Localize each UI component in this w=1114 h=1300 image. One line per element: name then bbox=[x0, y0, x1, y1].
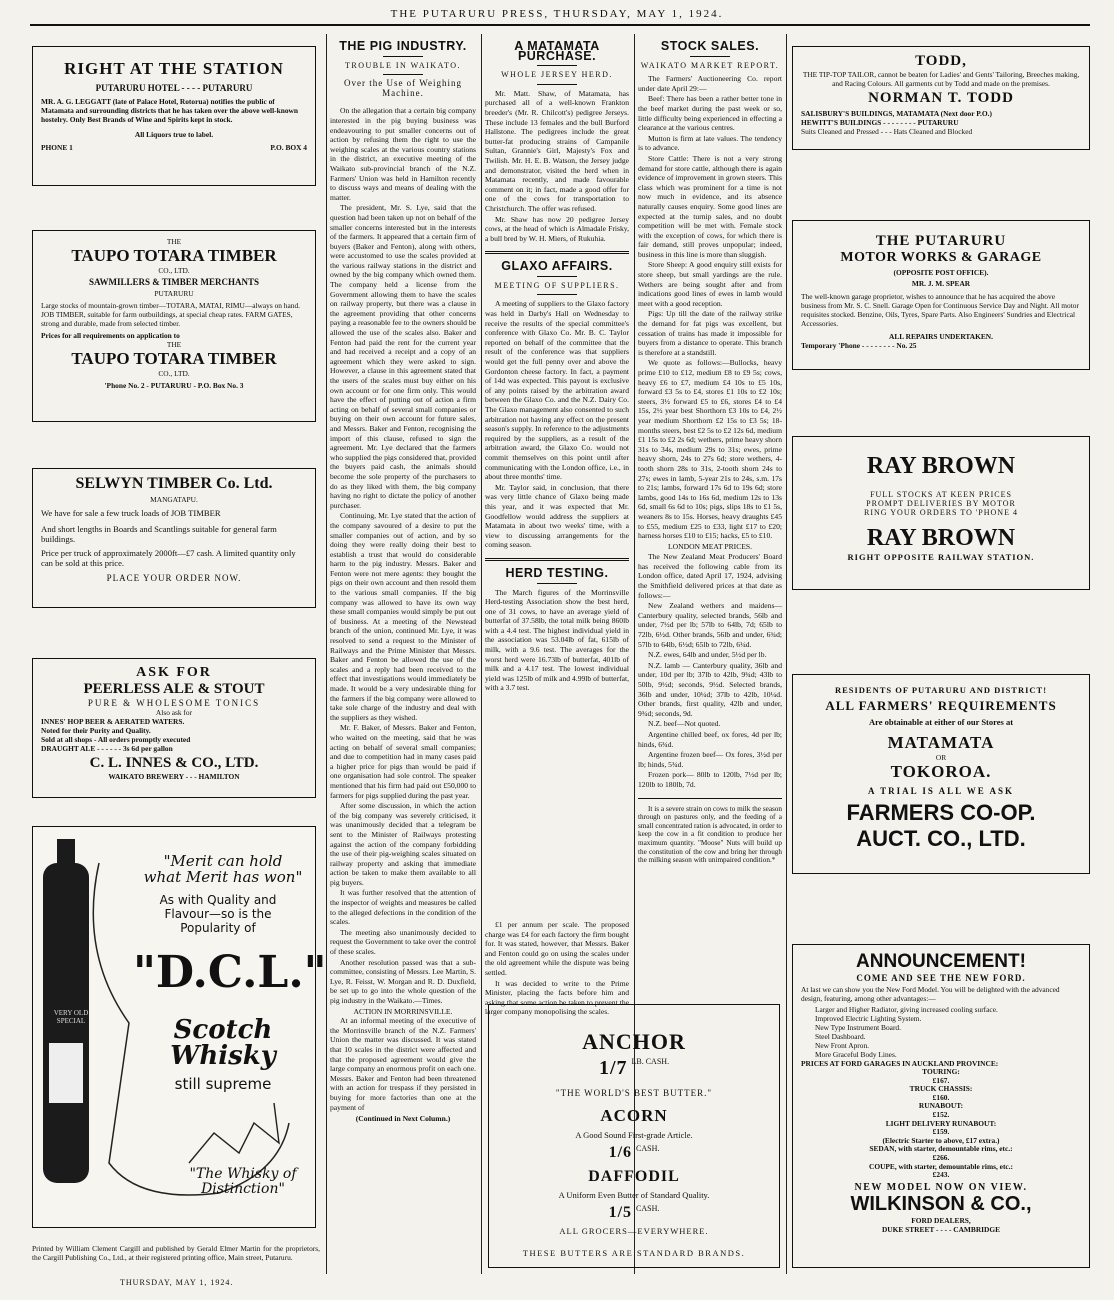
ray-name-2: RAY BROWN bbox=[866, 525, 1016, 551]
ad-selwyn-timber bbox=[32, 468, 316, 608]
farmers-name1: FARMERS CO-OP. bbox=[846, 800, 1036, 825]
innes-hop: INNES' HOP BEER & AERATED WATERS. bbox=[41, 717, 185, 726]
stock-sub: WAIKATO MARKET REPORT. bbox=[640, 60, 780, 70]
taupo-name-2: TAUPO TOTARA TIMBER bbox=[71, 349, 277, 368]
masthead-rule bbox=[30, 24, 1090, 26]
hotel-box: P.O. BOX 4 bbox=[270, 143, 307, 152]
stock-para: Beef: There has been a rather better tone in the beef market during the past week or so, little difficulty being experienced in effecting a clearance at the various centres. bbox=[638, 94, 782, 133]
todd-title: TODD, bbox=[915, 53, 967, 69]
hotel-body: MR. A. G. LEGGATT (late of Palace Hotel, Rotorua) notifies the public of Matamata and surrounding districts that he has taken over the above well-known hostelry. Only Best Brands of Wine and Spirits kept in stock. bbox=[41, 97, 298, 124]
taupo-co: CO., LTD. bbox=[158, 266, 190, 275]
acorn-unit: CASH. bbox=[636, 1144, 660, 1153]
ford-light: LIGHT DELIVERY RUNABOUT: bbox=[885, 1118, 997, 1128]
ray-l1: FULL STOCKS AT KEEN PRICES bbox=[870, 490, 1012, 499]
pig-para: At an informal meeting of the executive of the Morrinsville branch of the N.Z. Farmers' Union the matter was discussed. It was stated that 10 scales in the district were affected and that the proposed agreement would give the large company an enormous profit on each one. Messrs. Baker and Fenton had been threatened with an action for trespass if they persisted in buying for more factories than one at the payment of bbox=[330, 1016, 476, 1112]
pig-para: It was further resolved that the attention of the inspector of weights and measures be called to the alleged defections in the condition of the scales. bbox=[330, 888, 476, 927]
innes-company: C. L. INNES & CO., LTD. bbox=[89, 755, 259, 771]
butter-footer: THESE BUTTERS ARE STANDARD BRANDS. bbox=[522, 1248, 746, 1258]
ford-touring: TOURING: bbox=[922, 1067, 960, 1076]
stock-para: Mutton is firm at late values. The tendency is to advance. bbox=[638, 133, 782, 153]
ford-prices-hd: PRICES AT FORD GARAGES IN AUCKLAND PROVINCE: bbox=[801, 1059, 999, 1068]
todd-name: NORMAN T. TODD bbox=[868, 90, 1014, 106]
taupo-prices: Prices for all requirements on application to bbox=[41, 331, 180, 340]
farmers-l3: Are obtainable at either of our Stores at bbox=[868, 717, 1014, 727]
dcl-line2: As with Quality and Flavour—so is the Popularity of bbox=[159, 893, 277, 935]
ad-putaruru-hotel bbox=[32, 46, 316, 186]
bottle-neck-icon bbox=[57, 839, 75, 869]
bottle-label-icon bbox=[49, 1043, 83, 1103]
ad-motor-works bbox=[792, 220, 1090, 370]
farmers-l1: RESIDENTS OF PUTARURU AND DISTRICT! bbox=[834, 685, 1048, 695]
pig-subhead: ACTION IN MORRINSVILLE. bbox=[353, 1006, 453, 1016]
ford-feature: Larger and Higher Radiator, giving increased cooling surface. bbox=[815, 1005, 998, 1014]
article-pig-industry bbox=[330, 34, 476, 1124]
ford-coupe: COUPE, with starter, demountable rims, etc.: bbox=[868, 1161, 1014, 1171]
ford-runabout-price: £152. bbox=[932, 1109, 950, 1119]
ford-title: ANNOUNCEMENT! bbox=[856, 951, 1026, 972]
ad-title: RIGHT AT THE STATION bbox=[64, 59, 284, 78]
liquors-line: All Liquors true to label. bbox=[134, 130, 214, 139]
ray-opp: RIGHT OPPOSITE RAILWAY STATION. bbox=[847, 552, 1035, 562]
anchor-slogan: "THE WORLD'S BEST BUTTER." bbox=[555, 1088, 713, 1098]
stock-title: STOCK SALES. bbox=[660, 39, 760, 53]
daffodil-title: DAFFODIL bbox=[588, 1168, 680, 1185]
selwyn-body-1: We have for sale a few truck loads of JOB TIMBER bbox=[41, 508, 221, 518]
stock-para: Argentine chilled beef, ox fores, 4d per lb; hinds, 6¾d. bbox=[638, 729, 782, 749]
imprint: Printed by William Clement Cargill and published by Gerald Elmer Martin for the proprietors, the Cargill Publishing Co., Ltd., at their registered printing office, Main street, Putaruru. bbox=[32, 1244, 320, 1262]
ford-intro: At last we can show you the New Ford Model. You will be delighted with the advanced design, featuring, among other advantages:— bbox=[801, 985, 1060, 1003]
article-column-3 bbox=[485, 34, 629, 694]
pig-para: Mr. F. Baker, of Messrs. Baker and Fenton, who waited on the meeting, said that he was acting on behalf of several small companies; and due to competition had in many cases paid a higher price for pigs than would be paid if one organisation had sole control. The speaker mentioned that his firm had paid out £50,000 to farmers for pigs supplied during the past year. bbox=[330, 723, 476, 800]
anchor-price: 1/7 bbox=[598, 1057, 628, 1079]
ad-todd-tailor bbox=[792, 46, 1090, 150]
taupo-place: PUTARURU bbox=[154, 289, 194, 298]
motor-body: The well-known garage proprietor, wishes to announce that he has acquired the above business from Mr. S. C. Snell. Garage Open for Continuous Service Day and Night. All motor requisites stocked. Benzine, Oils, Tyres, Spare Parts. Also Engineers' Sundries and Electrical Accessories. bbox=[801, 292, 1079, 328]
ford-feature: Steel Dashboard. bbox=[815, 1032, 866, 1041]
matamata-para: Mr. Matt. Shaw, of Matamata, has purchased all of a well-known Frankton breeder's (Mr. R. Chilcott's) pedigree Jerseys. These include 13 females and the bull Burford Hallstone. The pedigrees include the great butter-fat producing strains of Campanile Sultan, Grannie's Girl, Majesty's Fox and Twilish. Mr. H. E. B. Watson, the Jersey judge and demonstrator, visited the herd when in Matamata recently, and made favourable comment on it; in fact, made a good offer for one of the cows for transportation to Christchurch. The offer was refused. bbox=[485, 88, 629, 213]
herd-para: The March figures of the Morrinsville Herd-testing Association show the best herd, one of 31 cows, to have an average yield of butterfat of 37.58lb, the total milk being 860lb with a 4.4 test. The highest individual yield in the association was 53.04lb of fat, 615lb of milk, with a 9.6 test. The averages for the worst herd were 16.73lb of butterfat, 401lb of milk and a 4.17 test. The lowest individual yield was 125lb of milk and 4.99lb of butterfat, with a 3.7 test. bbox=[485, 587, 629, 693]
stock-para: Frozen pork— 80lb to 120lb, 7½d per lb; 120lb to 180lb, 7d. bbox=[638, 770, 782, 789]
ford-runabout: RUNABOUT: bbox=[918, 1101, 964, 1111]
motor-phone: Temporary 'Phone - - - - - - - - No. 25 bbox=[801, 341, 917, 350]
draught-ale: DRAUGHT ALE - - - - - - 3s 6d per gallon bbox=[41, 744, 173, 753]
acorn-title: ACORN bbox=[600, 1106, 668, 1125]
herd-cont-para: It was decided to write to the Prime Minister, placing the facts before him and asking that some action be taken to prevent the larger company monopolising the scales. bbox=[485, 978, 629, 1017]
ford-sedan: SEDAN, with starter, demountable rims, etc.: bbox=[869, 1144, 1013, 1154]
motor-opp: (OPPOSITE POST OFFICE). bbox=[893, 268, 989, 277]
dcl-slogan: "The Whisky of Distinction" bbox=[189, 1166, 297, 1197]
ford-street: DUKE STREET - - - - CAMBRIDGE bbox=[881, 1224, 1001, 1234]
peerless-also: Also ask for bbox=[155, 708, 193, 717]
dcl-brand: "D.C.L." bbox=[133, 947, 327, 998]
ford-feature: Improved Electric Lighting System. bbox=[815, 1014, 922, 1023]
anchor-unit: LB. CASH. bbox=[631, 1057, 670, 1066]
stock-para: New Zealand wethers and maidens—Canterbury quality, selected brands, 56lb and under, 7½d per lb; 57lb to 64lb, 7d; 65lb to 72lb, 6½d. Other brands, 56lb and under, 6¾d; 57lb to 64lb, 6½d; 65lb to 72lb, 6¼d. bbox=[638, 601, 782, 649]
selwyn-body-3: Price per truck of approximately 2000ft—£7 cash. A limited quantity only can be sold at this price. bbox=[41, 547, 296, 568]
ford-light-price: £159. bbox=[932, 1127, 950, 1137]
stock-para: N.Z. beef—Not quoted. bbox=[648, 719, 721, 729]
motor-owner: MR. J. M. SPEAR bbox=[911, 279, 971, 288]
ford-dealer: WILKINSON & CO., bbox=[850, 1192, 1032, 1215]
stock-para: Store Cattle: There is not a very strong demand for store cattle, although there is again evidence of improvement in grown steers. This class which was prominent for a time is not now much in evidence, and its absence naturally causes enquiry. Some good lines are expected at the turnip sales, and no doubt competition will be met with. Female stock with the exception of cows, for which there is fair demand, still proves unpopular; indeed, business in this line is more than sluggish. bbox=[638, 153, 782, 259]
ray-l3: RING YOUR ORDERS TO 'PHONE 4 bbox=[864, 508, 1018, 517]
the-label: THE bbox=[166, 237, 182, 246]
pig-para: After some discussion, in which the action of the big company was severely criticised, it was unanimously decided that a telegram be sent to the Minister of Railways protesting against the action of the company forbidding the use of their pig-weighing scales situated on railway property and asking that immediate action be taken to make them available to all pig buyers. bbox=[330, 801, 476, 887]
stock-para: N.Z. ewes, 64lb and under, 5½d per lb. bbox=[648, 650, 767, 660]
motor-title2: MOTOR WORKS & GARAGE bbox=[840, 250, 1042, 265]
daffodil-desc: A Uniform Even Butter of Standard Quality. bbox=[558, 1190, 710, 1200]
ford-feature: New Type Instrument Board. bbox=[815, 1023, 901, 1032]
pig-para: Continuing, Mr. Lye stated that the action of the company savoured of a desire to put the smaller companies out of action, and by so doing they were really doing their best to establish a trust that would do considerable harm to the pig industry. Messrs. Baker and Fenton were not mere agents: they bought the pigs on their own account and then resold them to the various small companies. If the big company was allowed to have its own way these small companies would simply be put out of business. At a meeting of the Newstead branch of the union, continued Mr. Lye, it was resolved to send a request to the Minister of Railways and the Prime Minister that Messrs. Baker and Fenton be allowed the use of the scales and a reply had been received to the effect that investigations would immediately be made. It would be a very undesirable thing for the farmers if the big company were allowed to take sole charge of the industry and deal with the suppliers as they wished. bbox=[330, 511, 476, 722]
glaxo-sub: MEETING OF SUPPLIERS. bbox=[494, 280, 620, 290]
selwyn-body-2: And short lengths in Boards and Scantlings suitable for general farm buildings. bbox=[41, 523, 277, 544]
ford-coupe-price: £243. bbox=[932, 1170, 950, 1180]
column-divider bbox=[326, 34, 327, 1274]
ford-feature: More Graceful Body Lines. bbox=[815, 1050, 897, 1059]
acorn-desc: A Good Sound First-grade Article. bbox=[575, 1130, 693, 1140]
dcl-tag: still supreme bbox=[174, 1075, 272, 1093]
farmers-or: OR bbox=[935, 753, 947, 762]
pig-para: On the allegation that a certain big company interested in the pig buying business was endeavouring to put smaller concerns out of action by refusing them the right to use the weighing scales at the various country stations in the district, an executive meeting of the Waikato sub-provincial branch of the N.Z. Farmers' Union was held in Hamilton recently to discuss ways and means of dealing with the matter. bbox=[330, 106, 476, 202]
daffodil-price: 1/5 bbox=[608, 1204, 633, 1221]
stock-para: N.Z. lamb — Canterbury quality, 36lb and under, 10d per lb; 37lb to 42lb, 9¾d; 43lb to 50lb, 9½d; seconds, 9½d. Selected brands, 36lb and under, 10¼d; 37lb to 42lb, 10¼d. Other brands, first quality, 42lb and under, 9¾d; seconds, 9d. bbox=[638, 660, 782, 718]
taupo-name: TAUPO TOTARA TIMBER bbox=[71, 246, 277, 265]
pig-para: Another resolution passed was that a sub-committee, consisting of Messrs. Lee Martin, S. Lye, R. Feisst, W. Morgan and R. D. Duxfield, be set up to go into the whole question of the pig industry in the Waikato.—Times. bbox=[330, 957, 476, 1005]
footer-date: THURSDAY, MAY 1, 1924. bbox=[120, 1278, 234, 1287]
ford-starter: (Electric Starter to above, £17 extra.) bbox=[882, 1135, 1000, 1145]
dcl-product: Scotch Whisky bbox=[170, 1015, 276, 1071]
selwyn-title: SELWYN TIMBER Co. Ltd. bbox=[75, 475, 273, 492]
dcl-quote: "Merit can hold what Merit has won" bbox=[143, 852, 303, 886]
matamata-sub: WHOLE JERSEY HERD. bbox=[501, 70, 613, 80]
ray-l2: PROMPT DELIVERIES BY MOTOR bbox=[866, 499, 1016, 508]
todd-body: THE TIP-TOP TAILOR, cannot be beaten for Ladies' and Gents' Tailoring, Breeches making, and Racing Colours. All garments cut by Todd and made on the premises. bbox=[802, 70, 1080, 88]
peerless-sold: Sold at all shops - All orders promptly executed bbox=[41, 735, 191, 744]
glaxo-para: A meeting of suppliers to the Glaxo factory was held in Darby's Hall on Wednesday to receive the results of the special committee's conference with Glaxo Co. Mr. B. C. Taylor reported on behalf of the committee that the result of the conference was that suppliers would get the full penny over and above the Gordonton cheese factory. In fact, a payment of 14d was expected. This payout is exclusive of any points raised by the arbitration award between the Glaxo Co. and the N.Z. Dairy Co. The Glaxo management also consented to such arbitration not having any effect on the present season's supply. In reference to the adjustments required by the suppliers, as a result of the arbitration award, the Glaxo Co. would not commit themselves on this point until after communicating with the London office, i.e., in about three months' time. bbox=[485, 299, 629, 482]
peerless-title: PEERLESS ALE & STOUT bbox=[83, 681, 265, 697]
taupo-sawmillers: SAWMILLERS & TIMBER MERCHANTS bbox=[88, 277, 260, 287]
ford-dealers: FORD DEALERS, bbox=[911, 1215, 971, 1225]
ford-truck: TRUCK CHASSIS: bbox=[909, 1084, 973, 1094]
stock-para: Store Sheep: A good enquiry still exists for store sheep, but small yardings are the rule. Wethers are being sought after and from indications good lines of ewes in lamb would meet with a good reception. bbox=[638, 260, 782, 308]
ad-dcl-whisky bbox=[32, 826, 327, 1228]
moose-nuts-note: It is a severe strain on cows to milk the season through on pastures only, and the feeding of a small concentrated ration is advocated, in order to keep the cow in a fit condition to produce her maximum quantity. "Moose" Nuts will build up the constitution of the cow and bring her through the milking season with unimpaired condition.* bbox=[638, 804, 782, 865]
ford-now: NEW MODEL NOW ON VIEW. bbox=[854, 1181, 1028, 1193]
stock-subhead: LONDON MEAT PRICES. bbox=[667, 541, 753, 551]
hotel-phone: PHONE 1 bbox=[41, 143, 73, 152]
stock-para: Pigs: Up till the date of the railway strike the demand for fat pigs was excellent, but cessation of trains has made it impossible for buyers from a distance to operate. This branch is therefore at a standstill. bbox=[638, 309, 782, 357]
the-label-2: THE bbox=[166, 340, 182, 349]
butter-grocers: ALL GROCERS—EVERYWHERE. bbox=[559, 1226, 709, 1236]
ask-for: ASK FOR bbox=[136, 665, 212, 680]
farmers-town1: MATAMATA bbox=[887, 733, 995, 752]
anchor-title: ANCHOR bbox=[582, 1029, 686, 1054]
taupo-contact: 'Phone No. 2 - PUTARURU - P.O. Box No. 3 bbox=[104, 381, 244, 390]
column-divider bbox=[786, 34, 787, 1274]
stock-para: We quote as follows:—Bullocks, heavy prime £10 to £12, medium £8 to £9 5s; cows, heavy £6 to £7, medium £4 10s to £5 10s, forward £3 5s to £4, stores £1 10s to £2 10s; steers, 3½ forward £5 to £6, stores £4 to £4 15s, 2½ year best Shorthorn £3 10s to £4, 2½ year medium Shorthorn £2 15s to £3 5s; 18-months steers, best £2 5s to £2 12s 6d, medium £1 15s to £2 2s 6d; wethers, prime heavy shorn 31s to 34s, medium 29s to 31s; ewes, prime heavy shorn, 24s to 27s 6d; store wethers, 4-tooth shorn 28s to 31s, 2-tooth shorn 24s to 27s; ewes in lamb, 5-year 21s to 24s, s.m. 17s to 21s; lambs, forward 17s 6d to 19s 6d; store lambs, good 14s to 16s 6d, medium 12s to 13s 6d, small 6s 6d to 10s; pigs, slips 18s to £1 5s, weaners 8s to 15s. Horses, heavy draughts £45 to £55, medium £25 to £33, light £17 to £20; harness horses £10 to £15; hacks, £5 to £10. bbox=[638, 358, 782, 541]
farmers-name2: AUCT. CO., LTD. bbox=[856, 826, 1026, 851]
acorn-price: 1/6 bbox=[608, 1144, 633, 1161]
farmers-trial: A TRIAL IS ALL WE ASK bbox=[868, 786, 1014, 796]
herd-cont-para: £1 per annum per scale. The proposed charge was £4 for each factory the firm bought for. It was stated, however, that Messrs. Baker and Fenton could go on using the scales under the old agreement while the dispute was being settled. bbox=[485, 920, 629, 977]
ad-farmers-coop bbox=[792, 674, 1090, 874]
todd-addr2: HEWITT'S BUILDINGS - - - - - - - - PUTARURU bbox=[801, 118, 959, 127]
ad-ford-announcement bbox=[792, 944, 1090, 1268]
ad-peerless-ale bbox=[32, 658, 316, 798]
pig-sub2: Over the Use of Weighing Machine. bbox=[343, 78, 463, 98]
matamata-title: A MATAMATA PURCHASE. bbox=[514, 39, 600, 63]
farmers-town2: TOKOROA. bbox=[890, 762, 992, 781]
taupo-co-2: CO., LTD. bbox=[158, 369, 190, 378]
hotel-name: PUTARURU HOTEL - - - - PUTARURU bbox=[95, 83, 253, 93]
matamata-para: Mr. Shaw has now 20 pedigree Jersey cows, at the head of which is Almadale Frisky, a bull bred by W. H. Miers, of Rukuhia. bbox=[485, 214, 629, 243]
glaxo-para: Mr. Taylor said, in conclusion, that there was very little chance of Glaxo being made this year, and it was expected that Mr. Goodfellow would address the suppliers at Matamata in about two weeks' time, with a view to discussing arrangements for the coming season. bbox=[485, 482, 629, 550]
thistle-leaf-icon bbox=[189, 1103, 279, 1163]
stock-para: The New Zealand Meat Producers' Board has received the following cable from its London office, dated April 17, 1924, advising the Smithfield delivered prices at that date as follows:— bbox=[638, 552, 782, 600]
ford-feature: New Front Apron. bbox=[815, 1041, 869, 1050]
ford-truck-price: £160. bbox=[932, 1092, 950, 1102]
pig-continued: (Continued in Next Column.) bbox=[355, 1114, 451, 1124]
pig-para: The meeting also unanimously decided to request the Government to take over the control of these scales. bbox=[330, 927, 476, 957]
ad-butter-brands bbox=[488, 1004, 780, 1268]
ford-come: COME AND SEE THE NEW FORD. bbox=[856, 973, 1026, 983]
masthead: THE PUTARURU PRESS, THURSDAY, MAY 1, 1924. bbox=[390, 8, 724, 20]
peerless-tonics: PURE & WHOLESOME TONICS bbox=[87, 698, 261, 708]
todd-addr1: SALISBURY'S BUILDINGS, MATAMATA (Next door P.O.) bbox=[801, 109, 992, 118]
stock-para: The Farmers' Auctioneering Co. report under date April 29:— bbox=[638, 74, 782, 93]
selwyn-place: MANGATAPU. bbox=[150, 495, 198, 504]
herd-title: HERD TESTING. bbox=[505, 565, 609, 580]
column-divider bbox=[481, 34, 482, 1274]
motor-title1: THE PUTARURU bbox=[875, 233, 1007, 249]
pig-title: THE PIG INDUSTRY. bbox=[339, 39, 467, 53]
ad-ray-brown bbox=[792, 436, 1090, 590]
daffodil-unit: CASH. bbox=[636, 1204, 660, 1213]
ray-name: RAY BROWN bbox=[866, 453, 1016, 479]
pig-sub: TROUBLE IN WAIKATO. bbox=[345, 60, 461, 70]
peerless-noted: Noted for their Purity and Quality. bbox=[41, 726, 151, 735]
ad-taupo-totara bbox=[32, 230, 316, 422]
bottle-text: VERY OLD SPECIAL bbox=[53, 1009, 89, 1025]
todd-suits: Suits Cleaned and Pressed - - - Hats Cleaned and Blocked bbox=[801, 127, 973, 136]
waikato-brewery: WAIKATO BREWERY - - - HAMILTON bbox=[108, 772, 240, 781]
motor-repairs: ALL REPAIRS UNDERTAKEN. bbox=[889, 332, 993, 341]
article-stock-sales bbox=[638, 34, 782, 866]
ford-sedan-price: £266. bbox=[932, 1152, 950, 1162]
selwyn-cta: PLACE YOUR ORDER NOW. bbox=[106, 572, 242, 583]
pig-para: The president, Mr. S. Lye, said that the question had been taken up not on behalf of the smaller concerns interested but in the interests of the farmers. It appeared that a certain firm of buyers (Baker and Fenton), along with others, were accustomed to use the scales provided at the various railway stations in the district and owned by the big company which owned them. The company held a license from the Government allowing them to have the scales on railway property, but there was a clause in the agreement providing that other concerns paying a reasonable fee to the owners should be allowed the use of the scales also. Baker and Fenton had paid the rent for the current year and had received a receipt and a copy of an agreement which they were asked to sign. However, a clause in this agreement stated that the users of the scales must buy either on his own account or for one firm only. This would have the effect of putting out of action a firm acting on behalf of several small companies or buying on their own account for future sales, and Messrs. Baker and Fenton, recognising the import of this clause, refused to sign the agreement. Mr. Lye declared that the farmers who supplied the pigs considered that, provided the buyers paid cash, the animals should become the sole property of the purchasers to do as they liked with them, the big company having no right to dictate the policy of another purchaser. bbox=[330, 203, 476, 510]
taupo-body: Large stocks of mountain-grown timber—TOTARA, MATAI, RIMU—always on hand. JOB TIMBER, suitable for farm outbuildings, at special cheap rates. FARM GATES, strong and durable, made from selected timber. bbox=[41, 301, 301, 328]
glaxo-title: GLAXO AFFAIRS. bbox=[501, 259, 613, 274]
ford-touring-price: £167. bbox=[932, 1075, 950, 1085]
farmers-l2: ALL FARMERS' REQUIREMENTS bbox=[825, 698, 1057, 713]
stock-para: Argentine frozen beef— Ox fores, 3½d per lb; hinds, 5¾d. bbox=[638, 750, 782, 769]
